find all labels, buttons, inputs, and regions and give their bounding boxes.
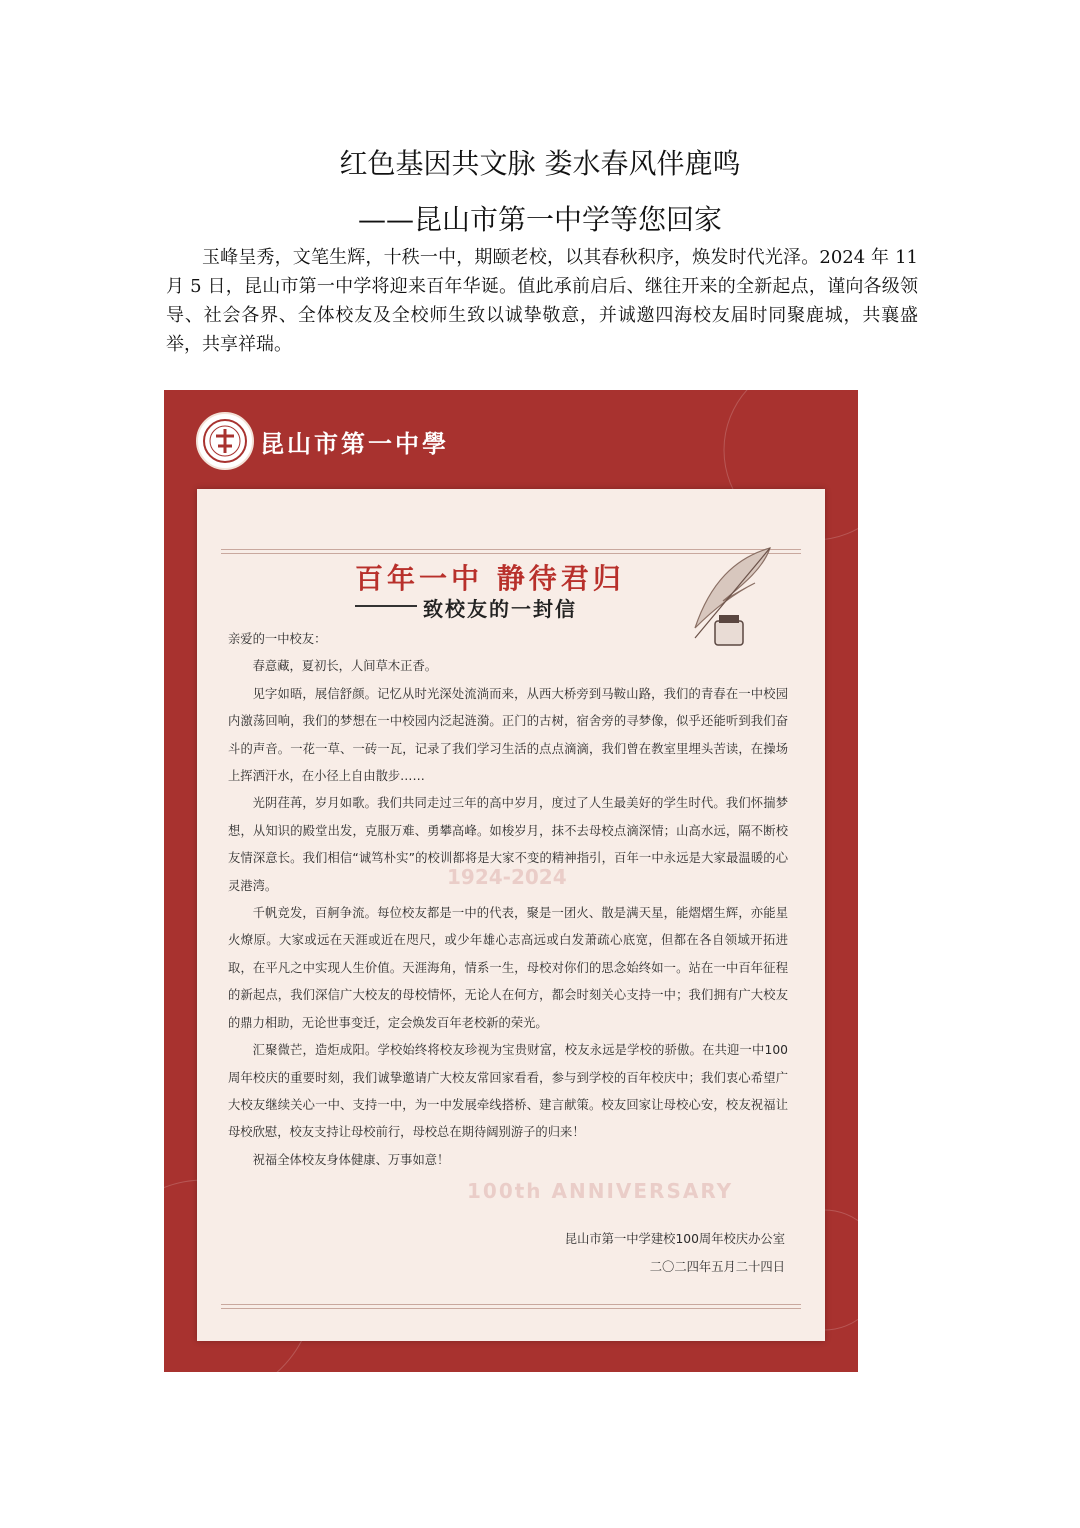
intro-paragraph: 玉峰呈秀，文笔生辉，十秩一中，期颐老校，以其春秋积序，焕发时代光泽。2024 年 11 月 5 日，昆山市第一中学将迎来百年华诞。值此承前启后、继往开来的全新起点，谨向各级领导、社会各界、全体校友及全校师生致以诚挚敬意，并诚邀四海校友届时同聚鹿城，共襄盛举，共享祥瑞。 <box>166 247 918 355</box>
letter-paragraph: 汇聚微芒，造炬成阳。学校始终将校友珍视为宝贵财富，校友永远是学校的骄傲。在共迎一中100周年校庆的重要时刻，我们诚挚邀请广大校友常回家看看，参与到学校的百年校庆中；我们衷心希望广大校友继续关心一中、支持一中，为一中发展牵线搭桥、建言献策。校友回家让母校心安，校友祝福让母校欣慰，校友支持让母校前行，母校总在期待阔别游子的归来！ <box>228 1043 788 1140</box>
letter-subheading: 致校友的一封信 <box>423 597 577 621</box>
letter-paragraph: 祝福全体校友身体健康、万事如意！ <box>252 1152 450 1167</box>
letter-paragraph: 光阴荏苒，岁月如歌。我们共同走过三年的高中岁月，度过了人生最美好的学生时代。我们怀揣梦想，从知识的殿堂出发，克服万难、勇攀高峰。如梭岁月，抹不去母校点滴深情；山高水远，隔不断校友情深意长。我们相信“诚笃朴实”的校训都将是大家不变的精神指引，百年一中永远是大家最温暖的心灵港湾。 <box>228 796 788 893</box>
letter-signature: 昆山市第一中学建校100周年校庆办公室 <box>564 1232 785 1246</box>
paper-bottom-rule <box>221 1304 801 1305</box>
letter-heading: 百年一中 静待君归 <box>355 562 625 595</box>
watermark-years: 1924-2024 <box>447 865 567 889</box>
document-title-line1: 红色基因共文脉 娄水春风伴鹿鸣 <box>339 147 741 180</box>
letter-poster <box>164 390 858 1372</box>
letter-paper <box>197 489 825 1341</box>
document-title-line2: ——昆山市第一中学等您回家 <box>357 203 722 236</box>
letter-paragraph: 见字如晤，展信舒颜。记忆从时光深处流淌而来，从西大桥旁到马鞍山路，我们的青春在一中校园内激荡回响，我们的梦想在一中校园内泛起涟漪。正门的古树，宿舍旁的寻梦像，似乎还能听到我们奋斗的声音。一花一草、一砖一瓦，记录了我们学习生活的点点滴滴，我们曾在教室里埋头苦读，在操场上挥洒汗水，在小径上自由散步…… <box>228 686 788 784</box>
paper-bottom-rule-2 <box>221 1308 801 1309</box>
watermark-anniversary: 100th ANNIVERSARY <box>467 1179 734 1203</box>
letter-salutation: 亲爱的一中校友： <box>228 632 327 646</box>
letter-date: 二〇二四年五月二十四日 <box>649 1260 785 1274</box>
school-logo-icon <box>196 412 254 470</box>
subheading-dash <box>355 605 417 607</box>
letter-paragraph: 千帆竞发，百舸争流。每位校友都是一中的代表，聚是一团火、散是满天星，能熠熠生辉，亦能星火燎原。大家或远在天涯或近在咫尺，或少年雄心志高远或白发萧疏心底宽，但都在各自领域开拓进取，在平凡之中实现人生价值。天涯海角，情系一生，母校对你们的思念始终如一。站在一中百年征程的新起点，我们深信广大校友的母校情怀，无论人在何方，都会时刻关心支持一中；我们拥有广大校友的鼎力相助，无论世事变迁，定会焕发百年老校新的荣光。 <box>228 906 788 1030</box>
letter-paragraph: 春意藏，夏初长，人间草木正香。 <box>252 659 438 674</box>
school-name: 昆山市第一中學 <box>260 429 449 458</box>
letter-body <box>228 626 788 1174</box>
